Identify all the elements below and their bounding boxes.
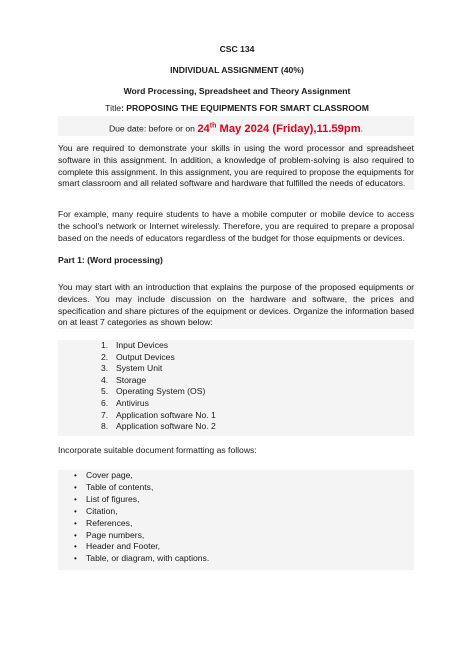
list-item	[58, 421, 216, 433]
bullet-icon: •	[74, 471, 77, 480]
list-label: System Unit	[116, 363, 163, 374]
list-label: Application software No. 1	[116, 409, 216, 420]
list-item	[58, 518, 209, 530]
list-item	[58, 340, 216, 352]
list-number: 7.	[101, 409, 109, 420]
list-number: 2.	[101, 351, 109, 362]
list-item	[58, 541, 209, 553]
bullet-icon: •	[74, 506, 77, 516]
assignment-heading: INDIVIDUAL ASSIGNMENT (40%)	[170, 65, 304, 75]
list-item	[58, 506, 209, 518]
list-item	[58, 398, 216, 410]
list-number: 4.	[101, 374, 109, 385]
due-date-prefix: Due date: before or on	[108, 123, 198, 134]
list-number: 1.	[101, 340, 109, 350]
title-text: : PROPOSING THE EQUIPMENTS FOR SMART CLASSROOM	[121, 103, 369, 113]
list-item	[58, 482, 209, 494]
list-item	[58, 553, 209, 565]
bullet-icon: •	[74, 542, 77, 552]
list-item	[58, 494, 209, 506]
list-item	[58, 410, 216, 422]
list-item	[58, 363, 216, 375]
list-label: Cover page,	[86, 470, 133, 480]
assignment-subtitle: Word Processing, Spreadsheet and Theory Assignment	[123, 86, 351, 96]
bullet-icon: •	[74, 494, 77, 504]
bullet-icon: •	[74, 518, 77, 528]
assignment-title	[0, 103, 474, 113]
bullet-icon: •	[74, 530, 77, 540]
list-label: List of figures,	[86, 493, 140, 504]
list-label: Input Devices	[116, 340, 169, 350]
example-paragraph: For example, many require students to have a mobile computer or mobile device to access the school's network or Internet wirelessly. Therefore, you are required to prepare a proposal based on the needs of educators regardless of the budget for those equipments or devices.	[58, 209, 414, 243]
list-label: Storage	[116, 374, 147, 385]
list-label: Header and Footer,	[86, 541, 161, 552]
list-label: Table of contents,	[86, 481, 154, 492]
bullet-icon: •	[74, 554, 77, 564]
formatting-list	[58, 470, 209, 565]
due-day-suffix: th	[209, 122, 217, 129]
list-number: 8.	[101, 421, 109, 432]
list-label: References,	[86, 517, 133, 528]
list-number: 6.	[101, 397, 109, 408]
category-list	[58, 340, 216, 433]
title-label: Title	[105, 103, 122, 113]
list-label: Antivirus	[116, 397, 149, 408]
list-label: Output Devices	[116, 351, 175, 362]
course-code: CSC 134	[219, 44, 255, 54]
list-label: Page numbers,	[86, 529, 145, 540]
due-date-value	[197, 123, 360, 135]
due-date-period: .	[360, 123, 364, 134]
list-label: Application software No. 2	[116, 421, 216, 432]
list-label: Citation,	[86, 505, 118, 516]
due-date-rest: May 2024 (Friday),11.59pm	[216, 122, 361, 135]
list-item	[58, 386, 216, 398]
list-item	[58, 470, 209, 482]
intro-paragraph: You are required to demonstrate your skills in using the word processor and spreadsheet software in this assignment. In addition, a knowledge of problem-solving is also required to complete this assignment. In this assignment, you are required to propose the equipments for smart classroom and all related software and hardware that fulfilled the needs of educators.	[58, 143, 414, 189]
list-item	[58, 352, 216, 364]
list-item	[58, 530, 209, 542]
part1-heading: Part 1: (Word processing)	[58, 255, 163, 265]
formatting-list-block	[58, 470, 414, 570]
list-label: Operating System (OS)	[116, 386, 206, 397]
list-number: 3.	[101, 363, 109, 374]
list-number: 5.	[101, 386, 109, 397]
formatting-intro: Incorporate suitable document formatting as follows:	[58, 445, 257, 455]
due-day-number: 24	[197, 122, 210, 135]
category-list-block	[58, 340, 414, 436]
list-label: Table, or diagram, with captions.	[86, 553, 210, 564]
part1-instructions: You may start with an introduction that explains the purpose of the proposed equipments or devices. You may include discussion on the hardware and software, the prices and specification and share pictures of the equipment or devices. Organize the information based on at least 7 categories as shown below:	[58, 282, 414, 328]
bullet-icon: •	[74, 482, 77, 492]
list-item	[58, 375, 216, 387]
due-date-block	[58, 116, 414, 136]
